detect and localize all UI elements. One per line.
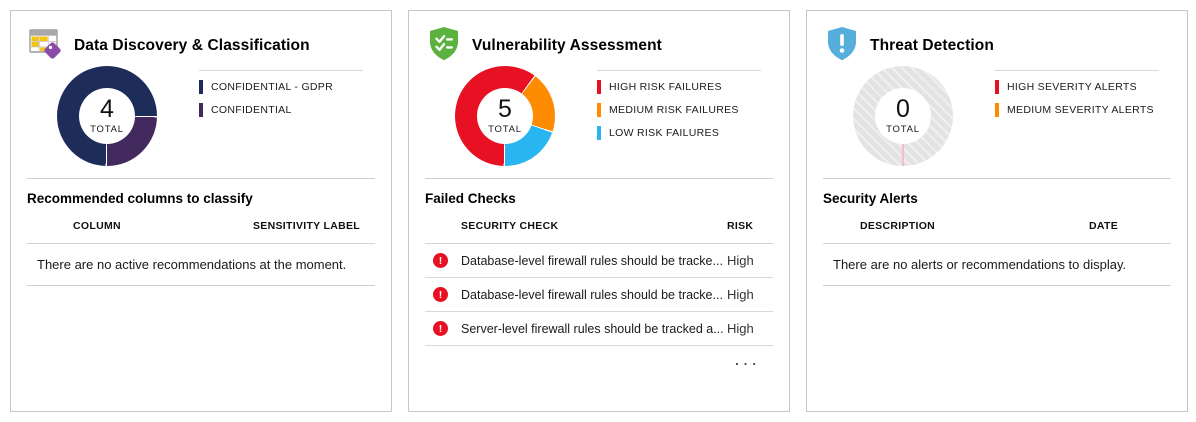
card-header [425, 26, 773, 66]
failed-check-row[interactable] [425, 312, 773, 346]
legend-swatch [597, 126, 601, 140]
legend-label: HIGH RISK FAILURES [609, 81, 722, 93]
risk-value: High [727, 253, 754, 268]
show-more-ellipsis[interactable]: ... [735, 353, 761, 368]
section-divider [27, 178, 375, 179]
threat-shield-icon [823, 25, 861, 68]
check-description: Database-level firewall rules should be tracke... [461, 253, 723, 268]
donut-total-label: TOTAL [488, 124, 522, 135]
table-bottom-rule [27, 285, 375, 286]
card-title: Data Discovery & Classification [74, 37, 310, 54]
section-divider [425, 178, 773, 179]
donut-total-label: TOTAL [886, 124, 920, 135]
legend-swatch [597, 80, 601, 94]
error-icon [433, 321, 448, 336]
empty-state-message: There are no active recommendations at the moment. [37, 257, 347, 272]
threat-chart-area [823, 66, 1171, 178]
error-icon [433, 253, 448, 268]
column-header-security-check: SECURITY CHECK [461, 220, 559, 232]
donut-total-value: 5 [498, 95, 512, 123]
failed-check-row[interactable] [425, 244, 773, 278]
table-header [823, 220, 1171, 232]
legend-divider [995, 70, 1159, 71]
card-vulnerability-assessment [408, 10, 790, 412]
legend-label: HIGH SEVERITY ALERTS [1007, 81, 1137, 93]
donut-total-value: 4 [100, 95, 114, 123]
card-threat-detection [806, 10, 1188, 412]
classification-chart-area [27, 66, 375, 178]
legend-item-high-risk [597, 80, 761, 94]
table-bottom-rule [823, 285, 1171, 286]
legend-item-low-risk [597, 126, 761, 140]
card-header [27, 26, 375, 66]
check-description: Server-level firewall rules should be tracked a... [461, 321, 724, 336]
data-classification-icon [27, 25, 65, 68]
legend-item-confidential [199, 103, 363, 117]
vulnerability-shield-icon [425, 25, 463, 68]
section-heading: Recommended columns to classify [27, 191, 253, 206]
column-header-risk: RISK [727, 220, 754, 232]
classification-legend [199, 70, 363, 126]
section-heading: Security Alerts [823, 191, 918, 206]
threat-legend [995, 70, 1159, 126]
risk-value: High [727, 287, 754, 302]
legend-item-medium-risk [597, 103, 761, 117]
vulnerability-legend [597, 70, 761, 149]
column-header-column: COLUMN [73, 220, 121, 232]
empty-state-message: There are no alerts or recommendations to display. [833, 257, 1127, 272]
vulnerability-chart-area [425, 66, 773, 178]
card-title: Threat Detection [870, 37, 994, 54]
donut-center [79, 88, 135, 144]
legend-item-confidential-gdpr [199, 80, 363, 94]
classification-donut-chart[interactable] [57, 66, 157, 166]
threat-donut-chart[interactable] [853, 66, 953, 166]
vulnerability-donut-chart[interactable] [455, 66, 555, 166]
legend-swatch [597, 103, 601, 117]
table-header [27, 220, 375, 232]
donut-total-label: TOTAL [90, 124, 124, 135]
zero-value-tick [902, 144, 904, 166]
legend-label: CONFIDENTIAL [211, 104, 292, 116]
legend-divider [199, 70, 363, 71]
card-title: Vulnerability Assessment [472, 37, 662, 54]
card-data-discovery-classification [10, 10, 392, 412]
legend-swatch [199, 80, 203, 94]
donut-center [477, 88, 533, 144]
section-heading: Failed Checks [425, 191, 516, 206]
legend-label: LOW RISK FAILURES [609, 127, 720, 139]
table-header [425, 220, 773, 232]
legend-label: MEDIUM RISK FAILURES [609, 104, 739, 116]
column-header-description: DESCRIPTION [860, 220, 936, 232]
section-divider [823, 178, 1171, 179]
legend-label: CONFIDENTIAL - GDPR [211, 81, 333, 93]
risk-value: High [727, 321, 754, 336]
column-header-sensitivity-label: SENSITIVITY LABEL [253, 220, 361, 232]
legend-swatch [199, 103, 203, 117]
error-icon [433, 287, 448, 302]
legend-divider [597, 70, 761, 71]
donut-total-value: 0 [896, 95, 910, 123]
legend-swatch [995, 103, 999, 117]
legend-label: MEDIUM SEVERITY ALERTS [1007, 104, 1154, 116]
legend-swatch [995, 80, 999, 94]
check-description: Database-level firewall rules should be tracke... [461, 287, 723, 302]
legend-item-medium-severity [995, 103, 1159, 117]
column-header-date: DATE [1089, 220, 1119, 232]
failed-check-row[interactable] [425, 278, 773, 312]
donut-center [875, 88, 931, 144]
card-header [823, 26, 1171, 66]
legend-item-high-severity [995, 80, 1159, 94]
